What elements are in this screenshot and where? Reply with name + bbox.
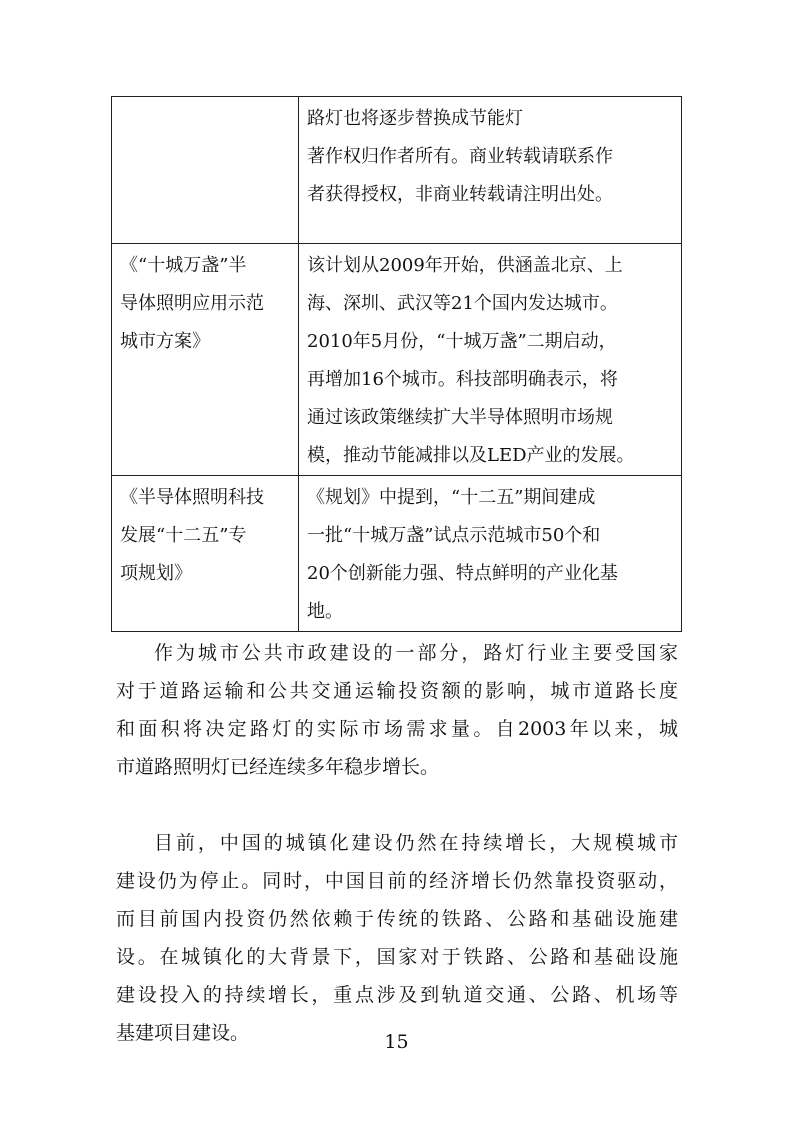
description-line: 者获得授权，非商业转载请注明出处。 (307, 184, 613, 205)
page-number: 15 (384, 1031, 409, 1053)
description-line: 20个创新能力强、特点鲜明的产业化基 (307, 563, 618, 584)
paragraph-line: 目前，中国的城镇化建设仍然在持续增长，大规模城市 (154, 832, 678, 854)
body-paragraph (116, 824, 678, 1052)
policy-name-cell (112, 244, 299, 476)
description-line: 该计划从2009年开始，供涵盖北京、上 (307, 255, 623, 276)
description-line: 《规划》中提到，“十二五”期间建成 (307, 487, 596, 508)
policy-name-line: 《“十城万盏”半 (120, 255, 247, 276)
description-line: 海、深圳、武汉等21个国内发达城市。 (307, 293, 618, 314)
paragraph-line: 而目前国内投资仍然依赖于传统的铁路、公路和基础设施建 (116, 908, 678, 930)
paragraph-line: 设。在城镇化的大背景下，国家对于铁路、公路和基础设施 (116, 946, 678, 968)
description-line: 路灯也将逐步替换成节能灯 (307, 108, 523, 129)
description-line: 通过该政策继续扩大半导体照明市场规 (307, 407, 613, 428)
paragraph-line: 基建项目建设。 (116, 1022, 250, 1044)
description-line: 著作权归作者所有。商业转载请联系作 (307, 146, 613, 167)
policy-name-line: 发展“十二五”专 (120, 525, 247, 546)
description-line: 模，推动节能减排以及LED产业的发展。 (307, 445, 635, 466)
policy-description-cell (299, 476, 682, 632)
paragraph-line: 市道路照明灯已经连续多年稳步增长。 (116, 756, 440, 778)
paragraph-line: 建设投入的持续增长，重点涉及到轨道交通、公路、机场等 (116, 984, 678, 1006)
policy-name-cell (112, 476, 299, 632)
table-row (112, 476, 682, 632)
policy-description-cell (299, 244, 682, 476)
table-row (112, 97, 682, 244)
body-paragraph (116, 634, 678, 786)
description-line: 一批“十城万盏”试点示范城市50个和 (307, 525, 601, 546)
policy-name-line: 项规划》 (120, 563, 192, 584)
description-line: 地。 (307, 601, 343, 622)
paragraph-line: 对于道路运输和公共交通运输投资额的影响，城市道路长度 (116, 680, 678, 702)
policy-name-line: 《半导体照明科技 (120, 487, 264, 508)
policy-name-cell (112, 97, 299, 244)
paragraph-line: 建设仍为停止。同时，中国目前的经济增长仍然靠投资驱动， (116, 870, 678, 892)
policy-table (111, 96, 682, 632)
policy-description-cell (299, 97, 682, 244)
paragraph-line: 作为城市公共市政建设的一部分，路灯行业主要受国家 (154, 642, 678, 664)
description-line: 2010年5月份，“十城万盏”二期启动， (307, 331, 617, 352)
policy-name-line: 导体照明应用示范 (120, 293, 264, 314)
table-row (112, 244, 682, 476)
description-line: 再增加16个城市。科技部明确表示，将 (307, 369, 618, 390)
policy-name-line: 城市方案》 (120, 331, 210, 352)
paragraph-line: 和面积将决定路灯的实际市场需求量。自2003年以来，城 (116, 718, 678, 740)
